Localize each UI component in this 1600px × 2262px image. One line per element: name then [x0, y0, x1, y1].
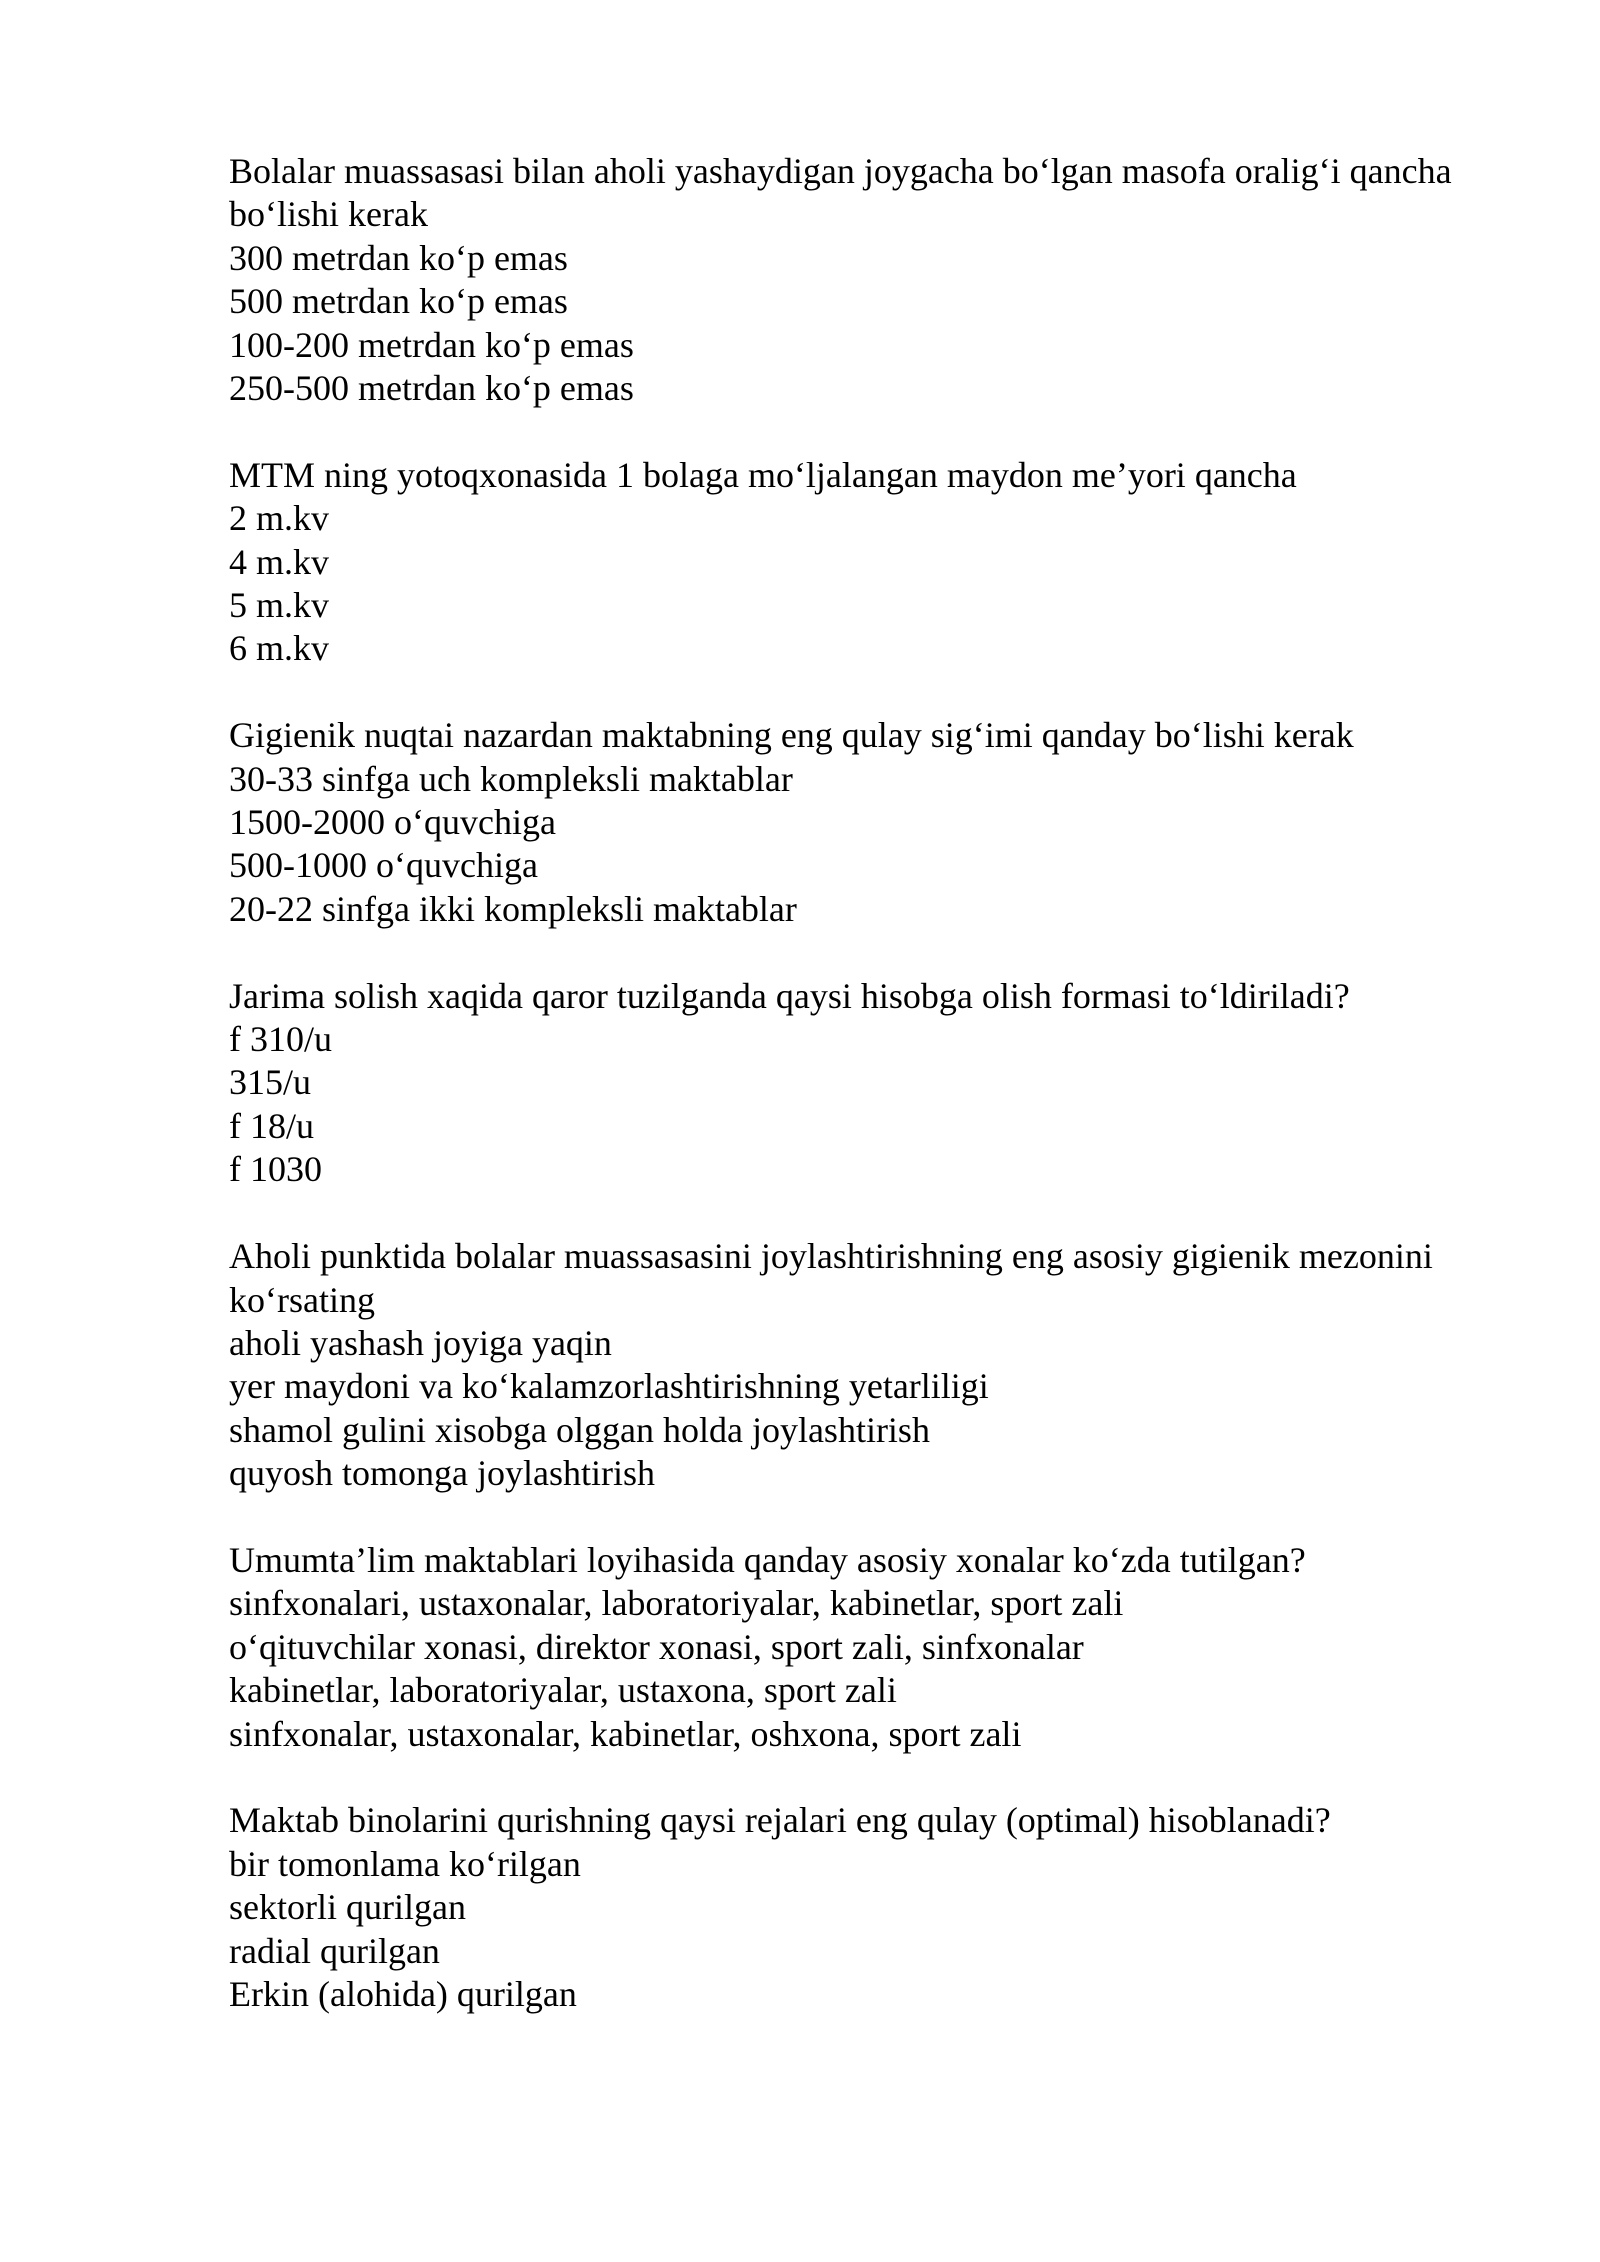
answer-option: 5 m.kv: [229, 585, 330, 626]
answer-option: f 310/u: [229, 1019, 332, 1060]
answer-option: 1500-2000 o‘quvchiga: [229, 802, 556, 843]
answer-option: 100-200 metrdan ko‘p emas: [229, 324, 634, 365]
answer-option: f 1030: [229, 1149, 322, 1190]
answer-option: yer maydoni va ko‘kalamzorlashtirishning yetarliligi: [229, 1366, 989, 1407]
answer-option: 500-1000 o‘quvchiga: [229, 845, 538, 886]
answer-option: shamol gulini xisobga olggan holda joylashtirish: [229, 1409, 930, 1450]
question-text: Bolalar muassasasi bilan aholi yashaydigan joygacha bo‘lgan masofa oralig‘i qancha bo‘lishi kerak: [229, 151, 1452, 235]
question-text: Umumta’lim maktablari loyihasida qanday asosiy xonalar ko‘zda tutilgan?: [229, 1539, 1306, 1580]
answer-option: 4 m.kv: [229, 541, 330, 582]
answer-option: sektorli qurilgan: [229, 1887, 466, 1928]
question-block-7: [229, 1799, 1529, 2016]
document-content: [229, 150, 1529, 2060]
answer-option: Erkin (alohida) qurilgan: [229, 1973, 577, 2014]
question-block-1: [229, 150, 1529, 410]
answer-option: radial qurilgan: [229, 1930, 440, 1971]
question-block-4: [229, 975, 1529, 1192]
question-block-3: [229, 714, 1529, 931]
question-text: Gigienik nuqtai nazardan maktabning eng qulay sig‘imi qanday bo‘lishi kerak: [229, 715, 1354, 756]
answer-option: 6 m.kv: [229, 628, 330, 669]
answer-option: kabinetlar, laboratoriyalar, ustaxona, sport zali: [229, 1670, 897, 1711]
answer-option: bir tomonlama ko‘rilgan: [229, 1843, 581, 1884]
answer-option: aholi yashash joyiga yaqin: [229, 1322, 612, 1363]
question-text: Maktab binolarini qurishning qaysi rejalari eng qulay (optimal) hisoblanadi?: [229, 1800, 1331, 1841]
question-block-6: [229, 1539, 1529, 1756]
answer-option: 20-22 sinfga ikki kompleksli maktablar: [229, 888, 797, 929]
answer-option: 30-33 sinfga uch kompleksli maktablar: [229, 758, 793, 799]
answer-option: f 18/u: [229, 1105, 314, 1146]
answer-option: 2 m.kv: [229, 498, 330, 539]
question-text: MTM ning yotoqxonasida 1 bolaga mo‘ljalangan maydon me’yori qancha: [229, 454, 1297, 495]
answer-option: 300 metrdan ko‘p emas: [229, 237, 568, 278]
answer-option: sinfxonalar, ustaxonalar, kabinetlar, oshxona, sport zali: [229, 1713, 1022, 1754]
question-block-5: [229, 1235, 1529, 1495]
answer-option: sinfxonalari, ustaxonalar, laboratoriyalar, kabinetlar, sport zali: [229, 1583, 1124, 1624]
question-text: Jarima solish xaqida qaror tuzilganda qaysi hisobga olish formasi to‘ldiriladi?: [229, 975, 1350, 1016]
answer-option: o‘qituvchilar xonasi, direktor xonasi, sport zali, sinfxonalar: [229, 1626, 1084, 1667]
question-block-2: [229, 454, 1529, 671]
question-text: Aholi punktida bolalar muassasasini joylashtirishning eng asosiy gigienik mezonini ko‘rsating: [229, 1236, 1433, 1320]
answer-option: quyosh tomonga joylashtirish: [229, 1453, 655, 1494]
answer-option: 315/u: [229, 1062, 312, 1103]
answer-option: 250-500 metrdan ko‘p emas: [229, 368, 634, 409]
answer-option: 500 metrdan ko‘p emas: [229, 281, 568, 322]
